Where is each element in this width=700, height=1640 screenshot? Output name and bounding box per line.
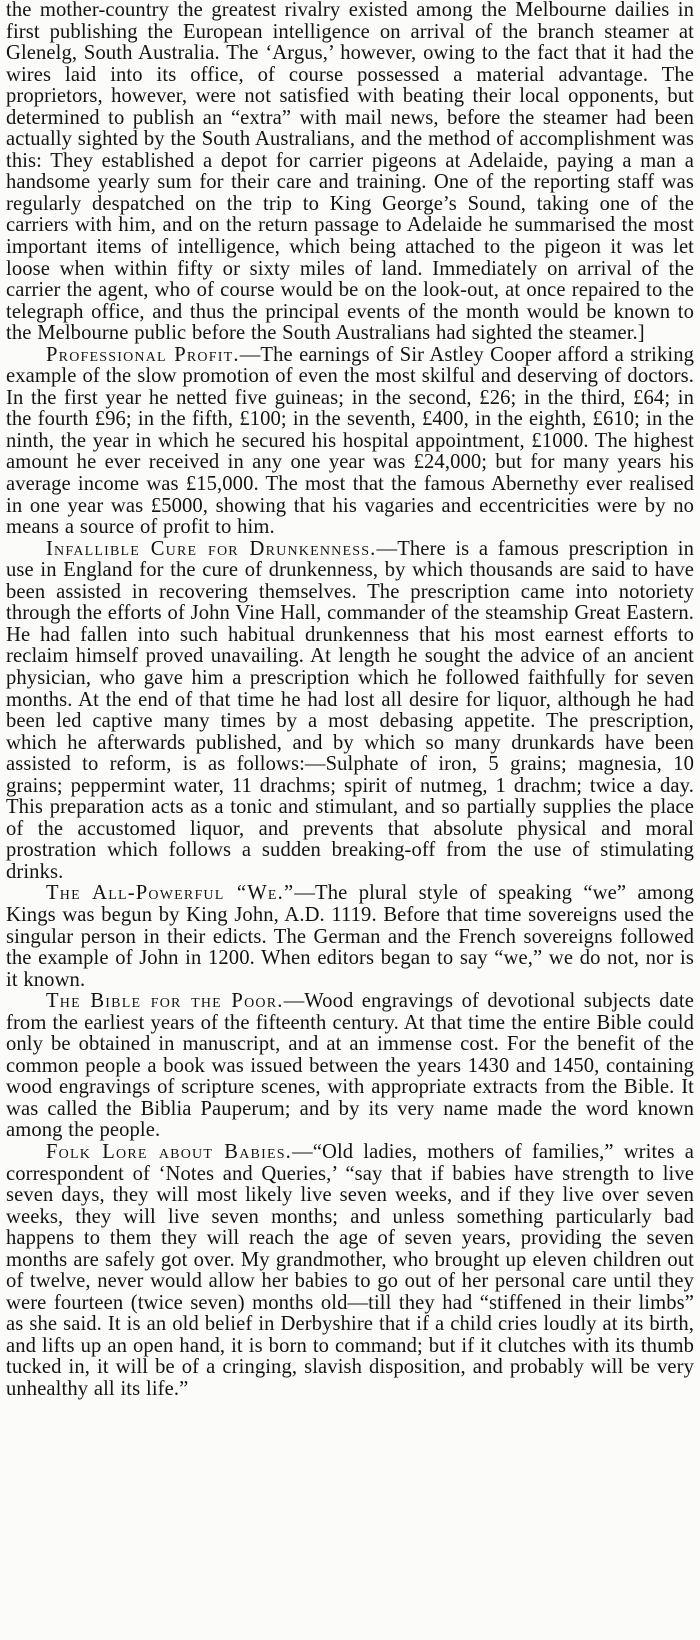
article-body: —“Old ladies, mothers of families,” writes a correspondent of ‘Notes and Queries,’ “say that if babies have strength to live seven days, they will most likely live seven weeks, and if they live over seven weeks, they will live seven months; and unless something particularly bad happens to them they will reach the age of seven years, providing the seven months are safely got over. My grandmother, who brought up eleven children out of twelve, never would allow her babies to go out of her personal care until they were fourteen (twice seven) months old—till they had “stiffened in their limbs” as she said. It is an old belief in Derbyshire that if a child cries loudly at its birth, and lifts up an open hand, it is born to command; but if it clutches with its thumb tucked in, it will be of a cringing, slavish disposition, and probably will be very unhealthy all its life.” (6, 1140, 695, 1400)
article-folk-lore-babies (6, 1142, 694, 1401)
article-body: —Wood engravings of devotional subjects date from the earliest years of the fifteenth century. At that time the entire Bible could only be obtained in manuscript, and at an immense cost. For the benefit of the common people a book was issued between the years 1430 and 1450, containing wood engravings of scripture scenes, with appropriate extracts from the Bible. It was called the Biblia Pauperum; and by its very name made the word known among the people. (6, 990, 694, 1142)
article-bible-for-the-poor (6, 991, 694, 1142)
article-professional-profit (6, 345, 694, 539)
article-heading: The Bible for the Poor. (46, 990, 284, 1013)
article-body: —The earnings of Sir Astley Cooper afford a striking example of the slow promotion of even the most skilful and deserving of doctors. In the first year he netted five guineas; in the second, £26; in the third, £64; in the fourth £96; in the fifth, £100; in the seventh, £400, in the eighth, £610; in the ninth, the year in which he secured his hospital appointment, £1000. The highest amount he ever received in any one year was £24,000; but for many years his average income was £15,000. The most that the famous Abernethy ever realised in one year was £5000, showing that his vagaries and eccentricities were by no means a source of profit to him. (6, 343, 694, 539)
article-heading: Infallible Cure for Drunkenness. (46, 537, 377, 560)
article-cure-for-drunkenness (6, 539, 694, 884)
article-body: —The plural style of speaking “we” among Kings was begun by King John, A.D. 1119. Before that time sovereigns used the singular person in their edicts. The German and the French sovereigns followed the example of John in 1200. When editors began to say “we,” we do not, nor is it known. (6, 882, 694, 991)
article-pigeon-post (6, 0, 694, 345)
article-heading: The All-Powerful “We.” (46, 882, 295, 905)
article-all-powerful-we (6, 883, 694, 991)
article-heading: Professional Profit. (46, 343, 240, 366)
article-heading: Folk Lore about Babies. (46, 1140, 293, 1163)
article-body: —There is a famous prescription in use in England for the cure of drunkenness, by which thousands are said to have been assisted in recovering themselves. The prescription came into notoriety through the efforts of John Vine Hall, commander of the steamship Great Eastern. He had fallen into such habitual drunkenness that his most earnest efforts to reclaim himself proved unavailing. At length he sought the advice of an ancient physician, who gave him a prescription which he followed faithfully for seven months. At the end of that time he had lost all desire for liquor, although he had been led captive many times by a most debasing appetite. The prescription, which he afterwards published, and by which so many drunkards have been assisted to reform, is as follows:—Sulphate of iron, 5 grains; magnesia, 10 grains; peppermint water, 11 drachms; spirit of nutmeg, 1 drachm; twice a day. This preparation acts as a tonic and stimulant, and so partially supplies the place of the accustomed liquor, and prevents that absolute physical and moral prostration which follows a sudden breaking-off from the use of stimulating drinks. (6, 537, 694, 883)
article-body: the mother-country the greatest rivalry existed among the Melbourne dailies in first publishing the European intelligence on arrival of the branch steamer at Glenelg, South Australia. The ‘Argus,’ however, owing to the fact that it had the wires laid into its office, of course possessed a material advantage. The proprietors, however, were not satisfied with beating their local opponents, but determined to publish an “extra” with mail news, before the steamer had been actually sighted by the South Australians, and the method of accomplishment was this: They established a depot for carrier pigeons at Adelaide, paying a man a handsome yearly sum for their care and training. One of the reporting staff was regularly despatched on the trip to King George’s Sound, taking one of the carriers with him, and on the return passage to Adelaide he summarised the most important items of intelligence, which being attached to the pigeon it was let loose when within fifty or sixty miles of land. Immediately on arrival of the carrier the agent, who of course would be on the look-out, at once repaired to the telegraph office, and thus the principal events of the month would be known to the Melbourne public before the South Australians had sighted the steamer.] (6, 0, 694, 345)
